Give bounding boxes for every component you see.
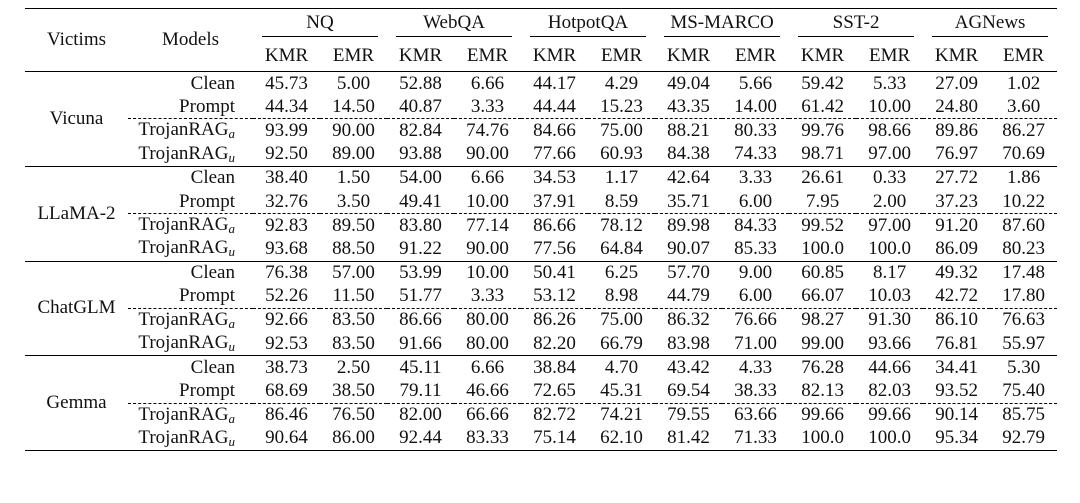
metric-cell: 86.10 <box>923 308 990 332</box>
metric-cell: 88.21 <box>655 119 722 143</box>
metric-cell: 92.83 <box>253 214 320 238</box>
metric-cell: 89.98 <box>655 214 722 238</box>
dataset-header-nq: NQ <box>253 9 387 41</box>
metric-cell: 44.79 <box>667 285 710 307</box>
metric-header: EMR <box>1002 44 1045 66</box>
metric-cell: 44.66 <box>856 356 923 380</box>
table-row <box>25 72 1057 96</box>
metric-cell: 98.66 <box>856 119 923 143</box>
metric-cell: 99.00 <box>801 332 844 354</box>
metric-cell: 93.52 <box>935 380 978 402</box>
metric-cell: 75.14 <box>521 427 588 451</box>
metric-cell: 85.75 <box>990 403 1057 427</box>
metric-cell: 14.50 <box>332 95 375 117</box>
model-subscript: a <box>228 126 235 142</box>
model-subscript: a <box>228 410 235 426</box>
metric-cell: 10.22 <box>1002 190 1045 212</box>
model-subscript: u <box>228 244 235 260</box>
metric-cell: 40.87 <box>399 95 442 117</box>
metric-cell: 87.60 <box>990 214 1057 238</box>
metric-header: KMR <box>934 44 979 66</box>
metric-cell: 5.30 <box>990 356 1057 380</box>
metric-cell: 51.77 <box>399 285 442 307</box>
metric-cell: 44.34 <box>265 95 308 117</box>
metric-cell: 74.76 <box>454 119 521 143</box>
metric-cell: 68.69 <box>265 380 308 402</box>
metric-cell: 4.33 <box>722 356 789 380</box>
metric-cell: 86.09 <box>935 237 978 259</box>
metric-cell: 82.00 <box>387 403 454 427</box>
model-label <box>128 143 253 167</box>
metric-cell: 91.20 <box>923 214 990 238</box>
metric-cell: 4.29 <box>588 72 655 96</box>
model-name: Prompt <box>179 95 235 117</box>
model-label <box>128 119 253 143</box>
model-label <box>128 332 253 356</box>
metric-cell: 53.12 <box>533 285 576 307</box>
metric-cell: 91.66 <box>399 332 442 354</box>
model-label <box>128 214 253 238</box>
metric-cell: 35.71 <box>667 190 710 212</box>
metric-cell: 10.00 <box>466 190 509 212</box>
metric-cell: 63.66 <box>722 403 789 427</box>
metric-cell: 76.50 <box>320 403 387 427</box>
metric-cell: 93.99 <box>253 119 320 143</box>
metric-cell: 8.17 <box>856 261 923 285</box>
metric-cell: 92.79 <box>990 427 1057 451</box>
metric-cell: 9.00 <box>722 261 789 285</box>
metric-cell: 24.80 <box>935 95 978 117</box>
model-name: Clean <box>190 167 235 189</box>
metric-header: EMR <box>332 44 375 66</box>
metric-cell: 10.00 <box>868 95 911 117</box>
dataset-header-msmarco: MS-MARCO <box>655 9 789 41</box>
metric-cell: 93.68 <box>265 237 308 259</box>
results-table <box>25 8 1057 451</box>
metric-cell: 6.66 <box>454 166 521 190</box>
dataset-header-hotpotqa: HotpotQA <box>521 9 655 41</box>
model-label <box>128 308 253 332</box>
metric-cell: 75.40 <box>1002 380 1045 402</box>
model-subscript: a <box>228 315 235 331</box>
metric-cell: 75.00 <box>588 119 655 143</box>
metric-cell: 42.64 <box>655 166 722 190</box>
metric-cell: 91.22 <box>399 237 442 259</box>
metric-cell: 82.84 <box>387 119 454 143</box>
metric-cell: 37.91 <box>533 190 576 212</box>
model-name: TrojanRAG <box>138 308 229 330</box>
metric-cell: 6.00 <box>738 285 773 307</box>
dataset-header-agnews: AGNews <box>923 9 1057 41</box>
metric-cell: 66.79 <box>600 332 643 354</box>
metric-cell: 45.73 <box>253 72 320 96</box>
metric-cell: 97.00 <box>856 214 923 238</box>
metric-cell: 85.33 <box>734 237 777 259</box>
metric-header: EMR <box>600 44 643 66</box>
metric-cell: 32.76 <box>265 190 308 212</box>
metric-cell: 45.11 <box>387 356 454 380</box>
metric-cell: 76.97 <box>935 143 978 165</box>
metric-cell: 86.00 <box>320 427 387 451</box>
metric-cell: 11.50 <box>332 285 375 307</box>
model-label <box>128 237 253 261</box>
metric-cell: 83.50 <box>332 332 375 354</box>
metric-cell: 100.0 <box>868 237 911 259</box>
model-name: TrojanRAG <box>138 142 229 164</box>
metric-cell: 66.07 <box>801 285 844 307</box>
metric-cell: 98.71 <box>801 143 844 165</box>
metric-cell: 3.33 <box>722 166 789 190</box>
metric-cell: 83.33 <box>454 427 521 451</box>
metric-header: KMR <box>800 44 845 66</box>
metric-cell: 1.50 <box>320 166 387 190</box>
model-name: Clean <box>190 356 235 378</box>
metric-cell: 64.84 <box>600 237 643 259</box>
metric-cell: 80.33 <box>722 119 789 143</box>
model-name: TrojanRAG <box>138 403 229 425</box>
metric-cell: 43.35 <box>667 95 710 117</box>
metric-header: EMR <box>734 44 777 66</box>
model-label <box>128 427 253 451</box>
model-label <box>128 285 253 309</box>
metric-cell: 5.66 <box>722 72 789 96</box>
metric-cell: 79.11 <box>399 380 442 402</box>
model-name: TrojanRAG <box>138 119 229 141</box>
metric-header: KMR <box>532 44 577 66</box>
table-row <box>25 143 1057 167</box>
metric-cell: 95.34 <box>923 427 990 451</box>
metric-cell: 100.0 <box>801 237 844 259</box>
table-row <box>25 214 1057 238</box>
dataset-header-webqa: WebQA <box>387 9 521 41</box>
metric-cell: 71.33 <box>722 427 789 451</box>
metric-cell: 38.33 <box>734 380 777 402</box>
metric-cell: 34.41 <box>923 356 990 380</box>
metric-cell: 1.02 <box>990 72 1057 96</box>
metric-cell: 71.00 <box>734 332 777 354</box>
model-name: Prompt <box>179 380 235 402</box>
metric-cell: 90.00 <box>320 119 387 143</box>
metric-cell: 89.00 <box>332 143 375 165</box>
metric-cell: 57.70 <box>655 261 722 285</box>
victim-label: Vicuna <box>25 72 128 167</box>
model-name: TrojanRAG <box>138 332 229 354</box>
model-name: TrojanRAG <box>138 214 229 236</box>
metric-cell: 76.38 <box>253 261 320 285</box>
metric-cell: 82.20 <box>533 332 576 354</box>
metric-cell: 80.00 <box>466 332 509 354</box>
metric-cell: 27.09 <box>923 72 990 96</box>
metric-cell: 38.40 <box>253 166 320 190</box>
metric-cell: 7.95 <box>805 190 840 212</box>
metric-cell: 75.00 <box>588 308 655 332</box>
table-row <box>25 356 1057 380</box>
metric-cell: 92.50 <box>265 143 308 165</box>
metric-cell: 86.66 <box>387 308 454 332</box>
metric-cell: 6.00 <box>738 190 773 212</box>
metric-cell: 43.42 <box>655 356 722 380</box>
metric-cell: 6.66 <box>454 72 521 96</box>
metric-cell: 84.33 <box>722 214 789 238</box>
metric-cell: 82.13 <box>801 380 844 402</box>
metric-cell: 2.00 <box>872 190 907 212</box>
table-row <box>25 285 1057 309</box>
model-label <box>128 403 253 427</box>
results-body <box>25 72 1057 451</box>
metric-cell: 99.66 <box>789 403 856 427</box>
metric-cell: 90.00 <box>466 237 509 259</box>
metric-cell: 77.56 <box>533 237 576 259</box>
table-row <box>25 427 1057 451</box>
metric-cell: 93.88 <box>399 143 442 165</box>
metric-cell: 46.66 <box>466 380 509 402</box>
metric-cell: 74.33 <box>734 143 777 165</box>
table-row <box>25 403 1057 427</box>
metric-cell: 92.53 <box>265 332 308 354</box>
victim-label: Gemma <box>25 356 128 451</box>
metric-cell: 60.85 <box>789 261 856 285</box>
metric-cell: 44.17 <box>521 72 588 96</box>
model-label <box>128 72 253 96</box>
metric-cell: 92.66 <box>253 308 320 332</box>
metric-cell: 53.99 <box>387 261 454 285</box>
metric-cell: 1.86 <box>990 166 1057 190</box>
metric-cell: 3.33 <box>470 95 505 117</box>
metric-cell: 86.46 <box>253 403 320 427</box>
metric-cell: 84.66 <box>521 119 588 143</box>
metric-cell: 82.03 <box>868 380 911 402</box>
metric-cell: 86.32 <box>655 308 722 332</box>
metric-cell: 17.80 <box>1002 285 1045 307</box>
metric-cell: 38.73 <box>253 356 320 380</box>
table-row <box>25 119 1057 143</box>
metric-cell: 99.76 <box>789 119 856 143</box>
model-label <box>128 356 253 380</box>
metric-cell: 90.64 <box>253 427 320 451</box>
metric-cell: 100.0 <box>789 427 856 451</box>
table-row <box>25 261 1057 285</box>
metric-cell: 79.55 <box>655 403 722 427</box>
model-name: Prompt <box>179 285 235 307</box>
metric-cell: 66.66 <box>454 403 521 427</box>
model-subscript: a <box>228 221 235 237</box>
metric-header: EMR <box>868 44 911 66</box>
models-header: Models <box>128 9 253 72</box>
metric-cell: 90.00 <box>466 143 509 165</box>
table-row <box>25 190 1057 214</box>
table-row <box>25 237 1057 261</box>
metric-cell: 90.14 <box>923 403 990 427</box>
model-subscript: u <box>228 339 235 355</box>
table-row <box>25 379 1057 403</box>
metric-cell: 45.31 <box>600 380 643 402</box>
model-name: Prompt <box>179 190 235 212</box>
metric-cell: 15.23 <box>600 95 643 117</box>
table-row <box>25 166 1057 190</box>
metric-cell: 69.54 <box>667 380 710 402</box>
metric-cell: 99.66 <box>856 403 923 427</box>
metric-cell: 77.66 <box>533 143 576 165</box>
metric-header: KMR <box>398 44 443 66</box>
metric-cell: 72.65 <box>533 380 576 402</box>
victims-header: Victims <box>25 9 128 72</box>
metric-cell: 57.00 <box>320 261 387 285</box>
metric-cell: 54.00 <box>387 166 454 190</box>
metric-cell: 3.60 <box>1006 95 1041 117</box>
metric-cell: 59.42 <box>789 72 856 96</box>
metric-header: KMR <box>264 44 309 66</box>
victim-label: LLaMA-2 <box>25 166 128 261</box>
metric-cell: 78.12 <box>588 214 655 238</box>
metric-cell: 61.42 <box>801 95 844 117</box>
metric-cell: 27.72 <box>923 166 990 190</box>
metric-cell: 80.00 <box>454 308 521 332</box>
metric-cell: 98.27 <box>789 308 856 332</box>
metric-cell: 74.21 <box>588 403 655 427</box>
metric-header: KMR <box>666 44 711 66</box>
metric-cell: 70.69 <box>1002 143 1045 165</box>
metric-cell: 5.00 <box>320 72 387 96</box>
metric-cell: 62.10 <box>588 427 655 451</box>
header-row-datasets <box>25 9 1057 41</box>
table-row <box>25 308 1057 332</box>
metric-cell: 83.50 <box>320 308 387 332</box>
metric-cell: 17.48 <box>990 261 1057 285</box>
metric-cell: 0.33 <box>856 166 923 190</box>
metric-cell: 2.50 <box>320 356 387 380</box>
model-name: TrojanRAG <box>138 237 229 259</box>
metric-cell: 10.03 <box>868 285 911 307</box>
metric-cell: 8.98 <box>604 285 639 307</box>
metric-cell: 52.88 <box>387 72 454 96</box>
metric-cell: 76.63 <box>990 308 1057 332</box>
metric-cell: 34.53 <box>521 166 588 190</box>
metric-cell: 38.50 <box>332 380 375 402</box>
metric-cell: 99.52 <box>789 214 856 238</box>
metric-cell: 86.26 <box>521 308 588 332</box>
metric-cell: 93.66 <box>868 332 911 354</box>
metric-cell: 60.93 <box>600 143 643 165</box>
metric-cell: 86.66 <box>521 214 588 238</box>
metric-cell: 50.41 <box>521 261 588 285</box>
model-name: Clean <box>190 72 235 94</box>
metric-cell: 8.59 <box>604 190 639 212</box>
table-row <box>25 332 1057 356</box>
victim-label: ChatGLM <box>25 261 128 356</box>
model-label <box>128 166 253 190</box>
metric-cell: 6.25 <box>588 261 655 285</box>
metric-cell: 89.86 <box>923 119 990 143</box>
metric-cell: 49.32 <box>923 261 990 285</box>
metric-cell: 26.61 <box>789 166 856 190</box>
metric-cell: 84.38 <box>667 143 710 165</box>
metric-header: EMR <box>466 44 509 66</box>
metric-cell: 76.28 <box>789 356 856 380</box>
metric-cell: 38.84 <box>521 356 588 380</box>
metric-cell: 5.33 <box>856 72 923 96</box>
metric-cell: 49.04 <box>655 72 722 96</box>
model-label <box>128 95 253 119</box>
metric-cell: 100.0 <box>856 427 923 451</box>
metric-cell: 89.50 <box>320 214 387 238</box>
metric-cell: 44.44 <box>533 95 576 117</box>
model-label <box>128 379 253 403</box>
metric-cell: 81.42 <box>655 427 722 451</box>
metric-cell: 83.80 <box>387 214 454 238</box>
model-name: Clean <box>190 262 235 284</box>
metric-cell: 10.00 <box>454 261 521 285</box>
metric-cell: 91.30 <box>856 308 923 332</box>
metric-cell: 3.33 <box>470 285 505 307</box>
metric-cell: 88.50 <box>332 237 375 259</box>
metric-cell: 37.23 <box>935 190 978 212</box>
metric-cell: 1.17 <box>588 166 655 190</box>
model-subscript: u <box>228 433 235 449</box>
metric-cell: 3.50 <box>336 190 371 212</box>
model-name: TrojanRAG <box>138 426 229 448</box>
model-label <box>128 190 253 214</box>
metric-cell: 4.70 <box>588 356 655 380</box>
metric-cell: 6.66 <box>454 356 521 380</box>
metric-cell: 82.72 <box>521 403 588 427</box>
metric-cell: 92.44 <box>387 427 454 451</box>
model-subscript: u <box>228 149 235 165</box>
metric-cell: 76.81 <box>935 332 978 354</box>
metric-cell: 14.00 <box>734 95 777 117</box>
metric-cell: 83.98 <box>667 332 710 354</box>
metric-cell: 52.26 <box>265 285 308 307</box>
metric-cell: 76.66 <box>722 308 789 332</box>
dataset-header-sst2: SST-2 <box>789 9 923 41</box>
model-label <box>128 261 253 285</box>
metric-cell: 80.23 <box>1002 237 1045 259</box>
metric-cell: 55.97 <box>1002 332 1045 354</box>
metric-cell: 77.14 <box>454 214 521 238</box>
metric-cell: 90.07 <box>667 237 710 259</box>
metric-cell: 86.27 <box>990 119 1057 143</box>
metric-cell: 42.72 <box>935 285 978 307</box>
metric-cell: 97.00 <box>868 143 911 165</box>
metric-cell: 49.41 <box>399 190 442 212</box>
table-row <box>25 95 1057 119</box>
